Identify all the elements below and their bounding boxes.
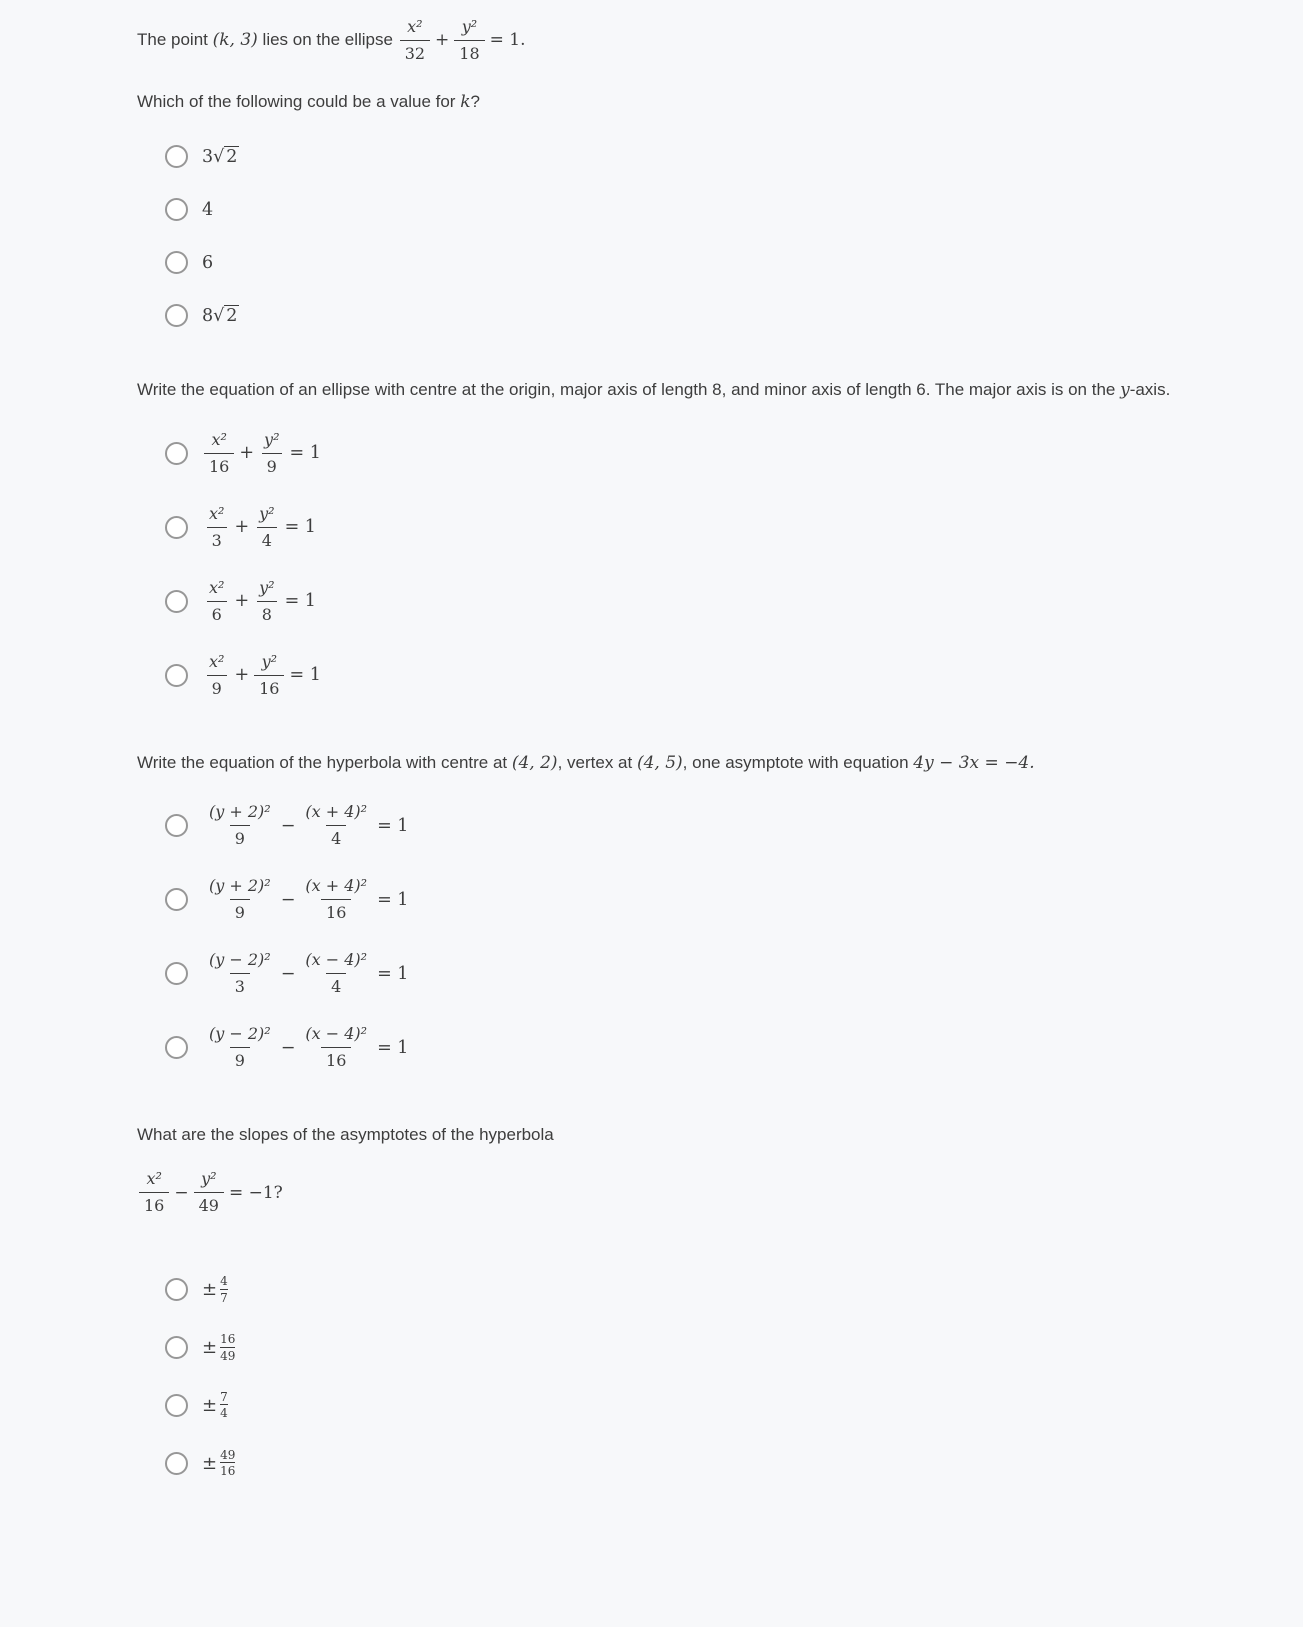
denominator: 49 (220, 1348, 236, 1363)
plus-minus-sign: ± (202, 1394, 218, 1416)
radio-button[interactable] (165, 516, 188, 539)
prompt-text: ? (470, 92, 480, 111)
prompt-text: The point (137, 29, 213, 49)
denominator: 3 (230, 973, 250, 998)
denominator: 16 (321, 1047, 351, 1072)
numerator: 7 (220, 1389, 228, 1404)
radio-button[interactable] (165, 1452, 188, 1475)
option-label (202, 1448, 235, 1479)
fraction (204, 429, 234, 478)
option-label (202, 1390, 228, 1421)
numerator: y² (461, 17, 478, 36)
minus-operator: − (280, 815, 296, 836)
quiz-page (137, 16, 1183, 1479)
numerator: x² (407, 17, 423, 36)
fraction (204, 651, 229, 700)
option-label: 6 (202, 252, 214, 273)
math-variable: y (1120, 380, 1130, 401)
fraction (204, 949, 276, 998)
radio-option[interactable] (165, 1448, 235, 1479)
radio-option[interactable] (165, 251, 213, 274)
numerator: y² (201, 1169, 217, 1189)
question-1-subprompt (137, 89, 1183, 115)
math-point: (k, 3) (212, 29, 258, 50)
denominator: 9 (262, 453, 282, 478)
denominator: 49 (194, 1192, 224, 1217)
numerator: (y + 2)² (209, 802, 271, 822)
radio-button[interactable] (165, 442, 188, 465)
question-4-equation (137, 1168, 286, 1217)
denominator: 3 (207, 527, 227, 552)
radio-option[interactable] (165, 875, 411, 924)
fraction (254, 577, 279, 626)
denominator: 4 (326, 973, 346, 998)
radical-coefficient: 3 (202, 146, 214, 167)
numerator: (y + 2)² (209, 876, 271, 896)
radio-option[interactable] (165, 145, 239, 168)
numerator: (x + 4)² (305, 876, 368, 896)
question-4 (137, 1122, 1183, 1478)
denominator: 9 (207, 675, 227, 700)
prompt-text: Write the equation of an ellipse with centre at the origin, major axis of length 8, and minor axis of length 6. The major axis is on the (137, 380, 1121, 400)
radio-button[interactable] (165, 664, 188, 687)
sqrt-symbol: √ (213, 146, 225, 167)
radio-button[interactable] (165, 1036, 188, 1059)
question-2-prompt (137, 377, 1183, 403)
plus-operator: + (435, 29, 450, 50)
radio-button[interactable] (165, 1278, 188, 1301)
equals-rhs: = 1 (289, 665, 321, 686)
numerator: x² (209, 651, 225, 671)
numerator: 49 (220, 1447, 236, 1462)
radio-button[interactable] (165, 1394, 188, 1417)
question-3-options (137, 801, 1183, 1072)
radio-option[interactable] (165, 429, 324, 478)
fraction (204, 503, 229, 552)
fraction (220, 1332, 235, 1363)
fraction (300, 875, 372, 924)
numerator: x² (146, 1169, 162, 1189)
equals-rhs: = 1 (377, 1037, 409, 1058)
numerator: x² (209, 577, 225, 597)
math-point: (4, 2) (511, 752, 558, 773)
numerator: 4 (220, 1274, 228, 1289)
equals-rhs: = 1 (284, 517, 316, 538)
radio-option[interactable] (165, 1390, 228, 1421)
denominator: 4 (220, 1406, 228, 1421)
numerator: y² (264, 429, 280, 449)
plus-operator: + (234, 517, 250, 538)
fraction (300, 1023, 372, 1072)
numerator: (x − 4)² (305, 950, 368, 970)
math-variable: k (460, 92, 471, 112)
equals-rhs: = 1 (284, 591, 316, 612)
denominator: 6 (207, 601, 227, 626)
question-1 (137, 16, 1183, 327)
option-label: 4 (202, 199, 214, 220)
radio-option[interactable] (165, 949, 411, 998)
radio-option[interactable] (165, 577, 319, 626)
radio-option[interactable] (165, 503, 319, 552)
denominator: 7 (220, 1290, 228, 1305)
numerator: (y − 2)² (209, 950, 271, 970)
numerator: y² (259, 577, 275, 597)
prompt-text: , one asymptote with equation (682, 752, 914, 772)
question-2-options (137, 429, 1183, 700)
option-equation (202, 801, 411, 850)
option-equation (202, 429, 324, 478)
fraction (204, 801, 276, 850)
denominator: 16 (139, 1192, 169, 1217)
fraction (194, 1168, 224, 1217)
option-equation (202, 1023, 411, 1072)
question-3 (137, 750, 1183, 1072)
option-label (202, 146, 239, 167)
question-2 (137, 377, 1183, 699)
radio-button[interactable] (165, 198, 188, 221)
radio-option[interactable] (165, 801, 411, 850)
radio-option[interactable] (165, 651, 324, 700)
sqrt-symbol: √ (213, 305, 225, 326)
numerator: (x − 4)² (305, 1024, 368, 1044)
radio-button[interactable] (165, 304, 188, 327)
denominator: 9 (230, 899, 250, 924)
numerator: x² (209, 503, 225, 523)
numerator: (x + 4)² (305, 802, 368, 822)
plus-operator: + (239, 443, 255, 464)
minus-operator: − (280, 963, 296, 984)
plus-minus-sign: ± (202, 1452, 218, 1474)
fraction (254, 503, 279, 552)
radicand: 2 (226, 306, 238, 327)
numerator: y² (259, 503, 275, 523)
prompt-text: Write the equation of the hyperbola with centre at (137, 752, 512, 772)
fraction (259, 429, 284, 478)
prompt-text: lies on the ellipse (257, 29, 398, 49)
equals-rhs: = 1 (377, 963, 409, 984)
radio-option[interactable] (165, 1274, 228, 1305)
denominator: 9 (230, 1047, 250, 1072)
radio-option[interactable] (165, 198, 213, 221)
fraction (220, 1448, 235, 1479)
prompt-text: -axis. (1129, 380, 1171, 400)
fraction (139, 1168, 169, 1217)
radical-coefficient: 8 (202, 305, 214, 326)
radio-button[interactable] (165, 145, 188, 168)
equals-rhs: = 1. (489, 29, 526, 50)
radio-button[interactable] (165, 1336, 188, 1359)
minus-operator: − (280, 1037, 296, 1058)
option-label (202, 305, 239, 326)
radio-button[interactable] (165, 251, 188, 274)
equals-rhs: = −1? (228, 1182, 283, 1203)
radio-button[interactable] (165, 814, 188, 837)
denominator: 16 (254, 675, 284, 700)
option-equation (202, 503, 319, 552)
fraction (220, 1274, 228, 1305)
prompt-text: Which of the following could be a value for (137, 92, 461, 111)
plus-operator: + (234, 591, 250, 612)
radio-button[interactable] (165, 888, 188, 911)
minus-operator: − (174, 1182, 189, 1203)
radicand: 2 (226, 147, 238, 168)
option-equation (202, 875, 411, 924)
denominator: 9 (230, 825, 250, 850)
fraction (204, 577, 229, 626)
numerator: y² (261, 651, 278, 671)
radio-button[interactable] (165, 962, 188, 985)
question-1-options (137, 145, 1183, 327)
fraction (204, 1023, 276, 1072)
question-4-prompt (137, 1122, 1183, 1148)
option-label (202, 1332, 235, 1363)
prompt-text: , vertex at (557, 752, 637, 772)
plus-minus-sign: ± (202, 1337, 218, 1359)
minus-operator: − (280, 889, 296, 910)
fraction (220, 1390, 228, 1421)
denominator: 16 (321, 899, 351, 924)
denominator: 18 (454, 40, 484, 65)
fraction (254, 651, 284, 700)
radio-button[interactable] (165, 590, 188, 613)
fraction (400, 16, 430, 65)
denominator: 4 (326, 825, 346, 850)
question-3-prompt (137, 750, 1183, 776)
plus-minus-sign: ± (202, 1279, 218, 1301)
question-1-prompt (137, 16, 1183, 65)
equals-rhs: = 1 (377, 815, 409, 836)
option-equation (202, 949, 411, 998)
plus-operator: + (234, 665, 250, 686)
denominator: 16 (220, 1464, 236, 1479)
math-point: (4, 5) (636, 752, 683, 773)
numerator: (y − 2)² (209, 1024, 271, 1044)
radio-option[interactable] (165, 1332, 235, 1363)
radio-option[interactable] (165, 304, 239, 327)
question-4-options (137, 1274, 1183, 1478)
radio-option[interactable] (165, 1023, 411, 1072)
fraction (300, 801, 372, 850)
denominator: 16 (204, 453, 234, 478)
equals-rhs: = 1 (377, 889, 409, 910)
option-equation (202, 577, 319, 626)
option-label (202, 1274, 228, 1305)
asymptote-equation: 4y − 3x = −4. (913, 752, 1035, 773)
option-equation (202, 651, 324, 700)
fraction (300, 949, 372, 998)
equals-rhs: = 1 (289, 443, 321, 464)
denominator: 8 (257, 601, 277, 626)
prompt-text: What are the slopes of the asymptotes of the hyperbola (137, 1125, 554, 1145)
fraction (204, 875, 276, 924)
denominator: 4 (257, 527, 277, 552)
numerator: x² (211, 429, 227, 449)
denominator: 32 (400, 40, 430, 65)
numerator: 16 (220, 1332, 236, 1347)
fraction (454, 16, 484, 65)
